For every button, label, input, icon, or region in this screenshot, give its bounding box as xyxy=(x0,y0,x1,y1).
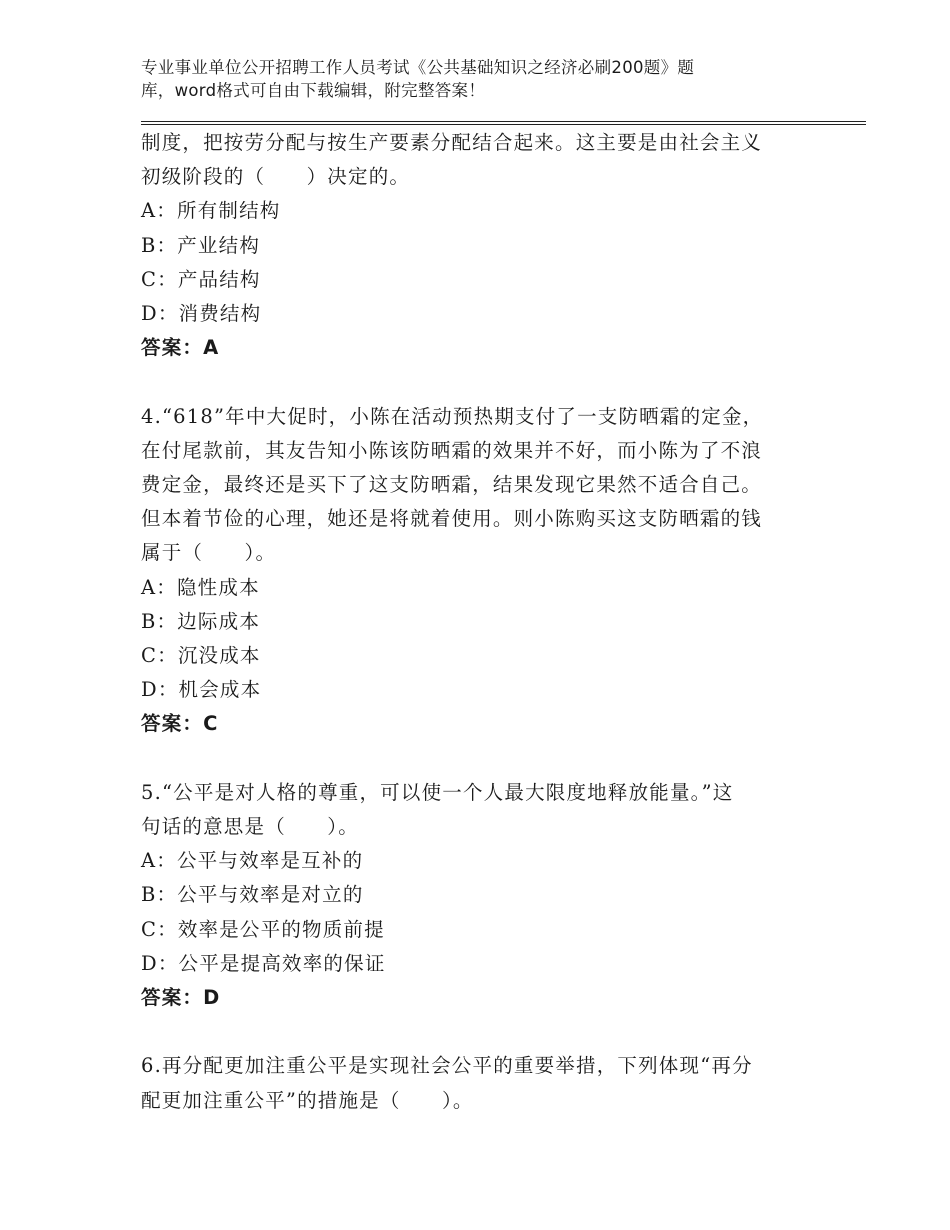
question-3 xyxy=(141,126,801,365)
question-5 xyxy=(141,776,801,1015)
option-a: A：公平与效率是互补的 xyxy=(141,849,364,873)
question-stem-line: 6.再分配更加注重公平是实现社会公平的重要举措，下列体现“再分 xyxy=(141,1054,753,1078)
option-a: A：隐性成本 xyxy=(141,575,260,599)
header-line-1: 专业事业单位公开招聘工作人员考试《公共基础知识之经济必刷200题》题 xyxy=(141,58,695,77)
header-divider xyxy=(141,121,866,125)
option-b: B：边际成本 xyxy=(141,609,261,633)
question-stem-line: 费定金，最终还是买下了这支防晒霜，结果发现它果然不适合自己。 xyxy=(141,473,763,497)
option-d: D：消费结构 xyxy=(141,302,262,326)
option-b: B：公平与效率是对立的 xyxy=(141,883,364,907)
document-header xyxy=(141,56,781,102)
question-spacer xyxy=(141,1015,801,1049)
question-6 xyxy=(141,1049,801,1117)
answer-label: 答案：C xyxy=(141,712,219,736)
option-a: A：所有制结构 xyxy=(141,199,281,223)
question-stem-line: 配更加注重公平”的措施是（ ）。 xyxy=(141,1088,474,1112)
option-c: C：产品结构 xyxy=(141,267,261,291)
header-line-2: 库，word格式可自由下载编辑，附完整答案！ xyxy=(141,81,486,100)
question-stem-line: 制度，把按劳分配与按生产要素分配结合起来。这主要是由社会主义 xyxy=(141,131,763,154)
question-spacer xyxy=(141,365,801,399)
question-stem-line: 4.“618”年中大促时，小陈在活动预热期支付了一支防晒霜的定金， xyxy=(141,404,764,428)
option-b: B：产业结构 xyxy=(141,233,261,257)
question-spacer xyxy=(141,742,801,776)
question-stem-line: 在付尾款前，其友告知小陈该防晒霜的效果并不好，而小陈为了不浪 xyxy=(141,438,763,462)
answer-label: 答案：D xyxy=(141,986,221,1010)
question-4 xyxy=(141,400,801,742)
question-stem-line: 句话的意思是（ ）。 xyxy=(141,815,359,839)
document-body xyxy=(141,126,801,1118)
question-stem-line: 但本着节俭的心理，她还是将就着使用。则小陈购买这支防晒霜的钱 xyxy=(141,507,763,531)
option-c: C：效率是公平的物质前提 xyxy=(141,917,385,941)
question-stem-line: 5.“公平是对人格的尊重，可以使一个人最大限度地释放能量。”这 xyxy=(141,780,734,804)
option-c: C：沉没成本 xyxy=(141,644,261,668)
question-stem-line: 属于（ ）。 xyxy=(141,541,277,565)
answer-label: 答案：A xyxy=(141,336,220,360)
option-d: D：公平是提高效率的保证 xyxy=(141,951,386,975)
option-d: D：机会成本 xyxy=(141,678,262,702)
question-stem-line: 初级阶段的（ ）决定的。 xyxy=(141,165,411,189)
